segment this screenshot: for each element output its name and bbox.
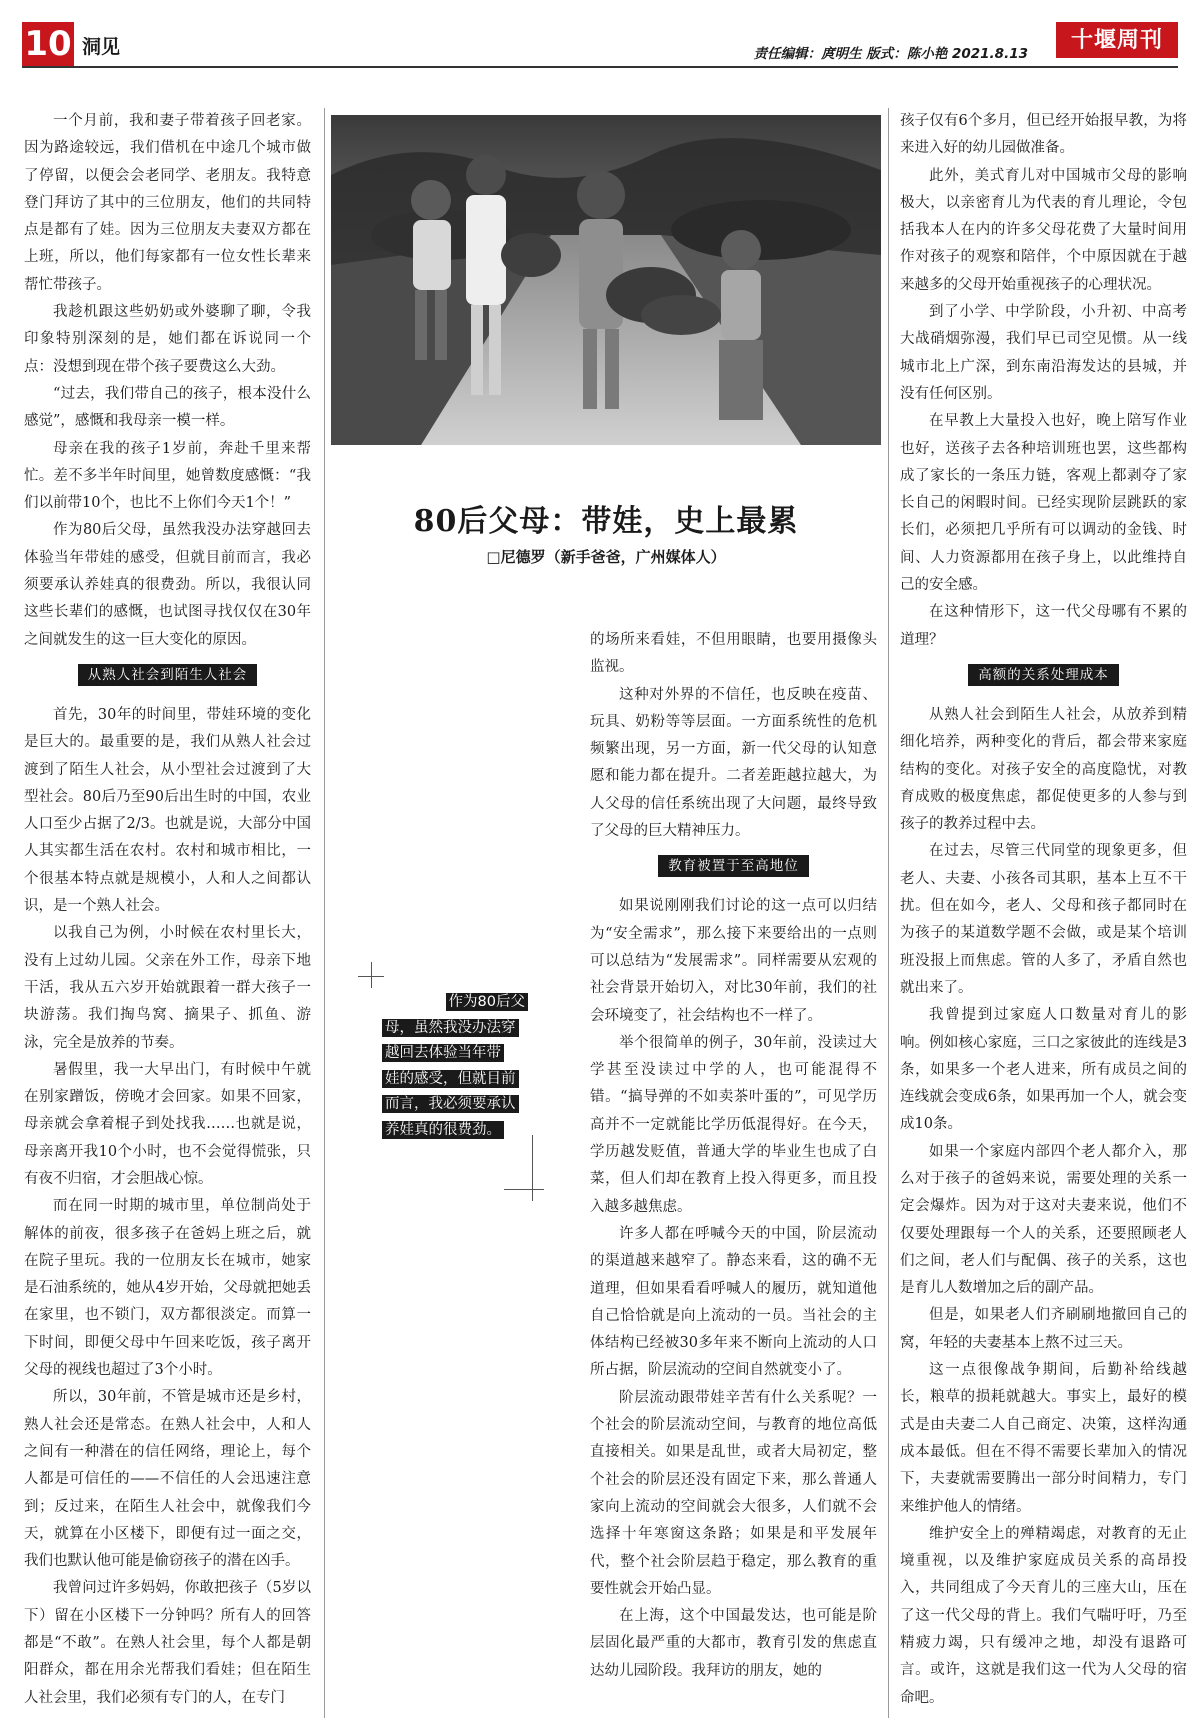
pull-quote-line: 而言，我必须要承认 xyxy=(382,1092,528,1118)
paragraph: 在这种情形下，这一代父母哪有不累的道理？ xyxy=(900,604,1187,648)
paragraph: 阶层流动跟带娃辛苦有什么关系呢？一个社会的阶层流动空间，与教育的地位高低直接相关。如果是乱世，或者大局初定，整个社会的阶层还没有固定下来，那么普通人家向上流动的空间就会大很多，人们就不会选择十年寒窗这条路；如果是和平发展年代，整个社会阶层趋于稳定，那么教育的重要性就会开始凸显。 xyxy=(590,1389,877,1597)
pull-quote-line: 娃的感受，但就目前 xyxy=(382,1067,528,1093)
photo-illustration xyxy=(331,115,881,445)
subheading-label: 教育被置于至高地位 xyxy=(658,855,809,877)
paragraph: 母亲在我的孩子1岁前，奔赴千里来帮忙。差不多半年时间里，她曾数度感慨：“我们以前带10个，也比不上你们今天1个！” xyxy=(24,440,311,512)
column-divider xyxy=(888,108,889,1718)
crosshair-mark xyxy=(371,962,372,988)
paragraph: 孩子仅有6个多月，但已经开始报早教，为将来进入好的幼儿园做准备。 xyxy=(900,113,1187,157)
pull-quote-line: 越回去体验当年带 xyxy=(382,1041,528,1067)
column-2 xyxy=(590,627,877,1685)
crosshair-mark xyxy=(504,1189,544,1190)
header-rule xyxy=(22,66,1178,68)
paragraph: 如果一个家庭内部四个老人都介入，那么对于孩子的爸妈来说，需要处理的关系一定会爆炸。因为对于这对夫妻来说，他们不仅要处理跟每一个人的关系，还要照顾老人们之间，老人们与配偶、孩子的关系，这也是育儿人数增加之后的副产品。 xyxy=(900,1143,1187,1297)
paragraph: 许多人都在呼喊今天的中国，阶层流动的渠道越来越窄了。静态来看，这的确不无道理，但如果看看呼喊人的履历，就知道他自己恰恰就是向上流动的一员。当社会的主体结构已经被30多年来不断向上流动的人口所占据，阶层流动的空间自然就变小了。 xyxy=(590,1225,877,1379)
paragraph: 但是，如果老人们齐刷刷地撤回自己的窝，年轻的夫妻基本上熬不过三天。 xyxy=(900,1307,1187,1351)
subheading xyxy=(590,855,877,877)
paragraph: 从熟人社会到陌生人社会，从放养到精细化培养，两种变化的背后，都会带来家庭结构的变化。对孩子安全的高度隐忧，对教育成败的极度焦虑，都促使更多的人参与到孩子的教养过程中去。 xyxy=(900,706,1187,833)
column-divider xyxy=(324,108,325,1718)
column-3 xyxy=(900,108,1187,1712)
subheading-label: 高额的关系处理成本 xyxy=(968,664,1119,686)
paragraph: 以我自己为例，小时候在农村里长大，没有上过幼儿园。父亲在外工作，母亲下地干活，我从五六岁开始就跟着一群大孩子一块游荡。我们掏鸟窝、摘果子、抓鱼、游泳，完全是放养的节奏。 xyxy=(24,925,311,1051)
subheading xyxy=(900,664,1187,686)
editor-meta: 责任编辑：庹明生 版式：陈小艳 2021.8.13 xyxy=(753,46,1028,62)
crosshair-mark xyxy=(532,1135,533,1201)
newspaper-brand-logo: 十堰周刊 xyxy=(1056,22,1178,58)
article-byline: □尼德罗（新手爸爸，广州媒体人） xyxy=(486,548,726,566)
article-photo xyxy=(331,115,881,445)
paragraph: 在早教上大量投入也好，晚上陪写作业也好，送孩子去各种培训班也罢，这些都构成了家长的一条压力链，客观上都剥夺了家长自己的闲暇时间。已经实现阶层跳跃的家长们，必须把几乎所有可以调动的金钱、时间、人力资源都用在孩子身上，以此维持自己的安全感。 xyxy=(900,413,1187,594)
paragraph: 首先，30年的时间里，带娃环境的变化是巨大的。最重要的是，我们从熟人社会过渡到了陌生人社会，从小型社会过渡到了大型社会。80后乃至90后出生时的中国，农业人口至少占据了2/3。也就是说，大部分中国人其实都生活在农村。农村和城市相比，一个很基本特点就是规模小，人和人之间都认识，是一个熟人社会。 xyxy=(24,706,311,915)
paragraph: 在过去，尽管三代同堂的现象更多，但老人、夫妻、小孩各司其职，基本上互不干扰。但在如今，老人、父母和孩子都同时在为孩子的某道数学题不会做，或是某个培训班没报上而焦虑。管的人多了，矛盾自然也就出来了。 xyxy=(900,843,1187,996)
paragraph: 这种对外界的不信任，也反映在疫苗、玩具、奶粉等等层面。一方面系统性的危机频繁出现，另一方面，新一代父母的认知意愿和能力都在提升。二者差距越拉越大，为人父母的信任系统出现了大问题，最终导致了父母的巨大精神压力。 xyxy=(590,686,877,840)
paragraph: 的场所来看娃，不但用眼睛，也要用摄像头监视。 xyxy=(590,632,877,676)
paragraph: 我曾问过许多妈妈，你敢把孩子（5岁以下）留在小区楼下一分钟吗？所有人的回答都是“不敢”。在熟人社会里，每个人都是朝阳群众，都在用余光帮我们看娃；但在陌生人社会里，我们必须有专门的人，在专门 xyxy=(24,1580,311,1706)
paragraph: 维护安全上的殚精竭虑，对教育的无止境重视，以及维护家庭成员关系的高昂投入，共同组成了今天育儿的三座大山，压在了这一代父母的背上。我们气喘吁吁，乃至精疲力竭，只有缓冲之地，却没有退路可言。或许，这就是我们这一代为人父母的宿命吧。 xyxy=(900,1525,1187,1706)
paragraph: “过去，我们带自己的孩子，根本没什么感觉”，感慨和我母亲一模一样。 xyxy=(24,385,311,430)
paragraph: 此外，美式育儿对中国城市父母的影响极大，以亲密育儿为代表的育儿理论，令包括我本人在内的许多父母花费了大量时间用作对孩子的观察和陪伴，个中原因就在于越来越多的父母开始重视孩子的心理状况。 xyxy=(900,167,1187,293)
paragraph: 我曾提到过家庭人口数量对育儿的影响。例如核心家庭，三口之家彼此的连线是3条，如果多一个老人进来，所有成员之间的连线就会变成6条，如果再加一个人，就会变成10条。 xyxy=(900,1007,1187,1133)
article-title: 80后父母：带娃，史上最累 xyxy=(413,504,799,539)
subheading-label: 从熟人社会到陌生人社会 xyxy=(78,664,258,686)
section-title: 洞见 xyxy=(82,36,121,58)
pull-quote xyxy=(382,990,528,1144)
page-number: 10 xyxy=(22,22,74,66)
column-1 xyxy=(24,108,311,1712)
paragraph: 而在同一时期的城市里，单位制尚处于解体的前夜，很多孩子在爸妈上班之后，就在院子里玩。我的一位朋友长在城市，她家是石油系统的，她从4岁开始，父母就把她丢在家里，也不锁门，双方都很淡定。而算一下时间，即便父母中午回来吃饭，孩子离开父母的视线也超过了3个小时。 xyxy=(24,1198,311,1379)
paragraph: 在上海，这个中国最发达，也可能是阶层固化最严重的大都市，教育引发的焦虑直达幼儿园阶段。我拜访的朋友，她的 xyxy=(590,1608,877,1679)
subheading xyxy=(24,664,311,686)
paragraph: 暑假里，我一大早出门，有时候中午就在别家蹭饭，傍晚才会回家。如果不回家，母亲就会拿着棍子到处找我……也就是说，母亲离开我10个小时，也不会觉得慌张，只有夜不归宿，才会胆战心惊。 xyxy=(24,1061,311,1187)
paragraph: 举个很简单的例子，30年前，没读过大学甚至没读过中学的人，也可能混得不错。“搞导弹的不如卖茶叶蛋的”，可见学历高并不一定就能比学历低混得好。在今天，学历越发贬值，普通大学的毕业生也成了白菜，但人们却在教育上投入得更多，而且投入越多越焦虑。 xyxy=(590,1034,877,1215)
page-header xyxy=(22,22,1178,68)
paragraph: 作为80后父母，虽然我没办法穿越回去体验当年带娃的感受，但就目前而言，我必须要承认养娃真的很费劲。所以，我很认同这些长辈们的感慨，也试图寻找仅仅在30年之间就发生的这一巨大变化的原因。 xyxy=(24,522,311,648)
pull-quote-line: 作为80后父 xyxy=(382,990,528,1016)
pull-quote-line: 母，虽然我没办法穿 xyxy=(382,1016,528,1042)
paragraph: 到了小学、中学阶段，小升初、中高考大战硝烟弥漫，我们早已司空见惯。从一线城市北上广深，到东南沿海发达的县城，并没有任何区别。 xyxy=(900,304,1187,402)
paragraph: 一个月前，我和妻子带着孩子回老家。因为路途较远，我们借机在中途几个城市做了停留，以便会会老同学、老朋友。我特意登门拜访了其中的三位朋友，他们的共同特点是都有了娃。因为三位朋友夫妻双方都在上班，所以，他们每家都有一位女性长辈来帮忙带孩子。 xyxy=(24,113,311,293)
paragraph: 这一点很像战争期间，后勤补给线越长，粮草的损耗就越大。事实上，最好的模式是由夫妻二人自己商定、决策，这样沟通成本最低。但在不得不需要长辈加入的情况下，夫妻就需要腾出一部分时间精力，专门来维护他人的情绪。 xyxy=(900,1362,1187,1515)
pull-quote-line: 养娃真的很费劲。 xyxy=(382,1118,528,1144)
paragraph: 我趁机跟这些奶奶或外婆聊了聊，令我印象特别深刻的是，她们都在诉说同一个点：没想到现在带个孩子要费这么大劲。 xyxy=(24,304,311,375)
paragraph: 所以，30年前，不管是城市还是乡村，熟人社会还是常态。在熟人社会中，人和人之间有一种潜在的信任网络，理论上，每个人都是可信任的——不信任的人会迅速注意到；反过来，在陌生人社会中，就像我们今天，就算在小区楼下，即便有过一面之交，我们也默认他可能是偷窃孩子的潜在凶手。 xyxy=(24,1389,311,1570)
paragraph: 如果说刚刚我们讨论的这一点可以归结为“安全需求”，那么接下来要给出的一点则可以总结为“发展需求”。同样需要从宏观的社会背景开始切入，对比30年前，我们的社会环境变了，社会结构也不一样了。 xyxy=(590,898,877,1024)
